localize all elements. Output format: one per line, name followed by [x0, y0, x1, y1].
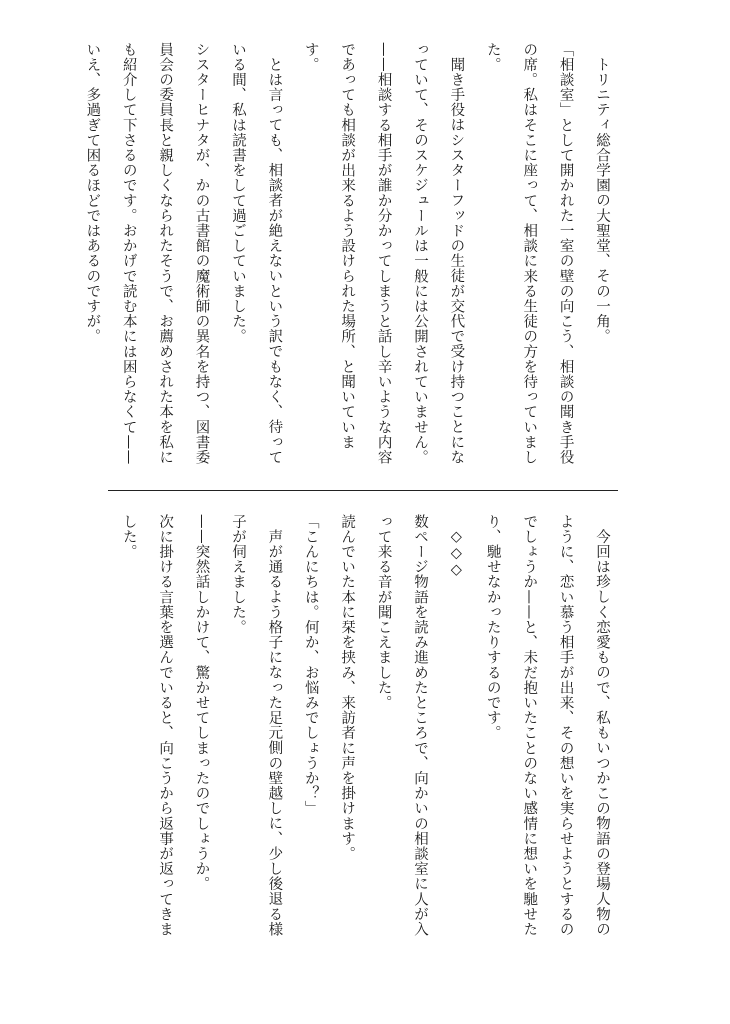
paragraph-5: とは言っても、相談者が絶えないという訳でもなく、待っている間、私は読書をして過ごしていました。: [229, 42, 283, 465]
column-divider: [108, 490, 618, 491]
paragraph-8: 数ページ物語を読み進めたところで、向かいの相談室に人が入って来る音が聞こえました。: [375, 514, 428, 937]
paragraph-10: 声が通るよう格子になった足元側の壁越しに、少し後退る様子が伺えました。: [229, 514, 283, 937]
paragraph-6: シスターヒナタが、かの古書館の魔術師の異名を持つ、図書委員会の委員長と親しくなられたそうで、お薦めされた本を私にも紹介して下さるのです。おかげで読む本には困らなくて——いえ、多過ぎて困るほどではあるのですが。: [84, 42, 210, 465]
dialogue-greeting: 「こんにちは。何か、お悩みでしょうか？」: [302, 514, 319, 816]
paragraph-1: トリニティ総合学園の大聖堂、その一角。: [594, 56, 610, 344]
scene-break: ◇◇◇: [448, 528, 465, 579]
paragraph-4: ——相談する相手が誰か分かってしまうと話し辛いような内容であっても相談が出来るよう設けられた場所、と聞いています。: [302, 42, 392, 465]
paragraph-7: 今回は珍しく恋愛もので、私もいつかこの物語の登場人物のように、恋い慕う相手が出来、その想いを実らせようとするのでしょうか——と、未だ抱いたことのない感情に想いを馳せたり、馳せなかったりするのです。: [484, 514, 610, 937]
upper-text-column: [84, 42, 620, 474]
lower-text-column: [100, 514, 620, 946]
paragraph-11: ——突然話しかけて、驚かせてしまったのでしょうか。: [193, 514, 210, 892]
paragraph-9: 読んでいた本に栞を挟み、来訪者に声を掛けます。: [339, 514, 356, 862]
paragraph-12: 次に掛ける言葉を選んでいると、向こうから返事が返ってきました。: [120, 514, 174, 937]
paragraph-2: 「相談室」として開かれた一室の壁の向こう、相談の聞き手役の席。私はそこに座って、相談に来る生徒の方を待っていました。: [484, 42, 574, 465]
paragraph-3: 聞き手役はシスターフッドの生徒が交代で受け持つことになっていて、そのスケジュールは一般には公開されていません。: [411, 42, 465, 465]
